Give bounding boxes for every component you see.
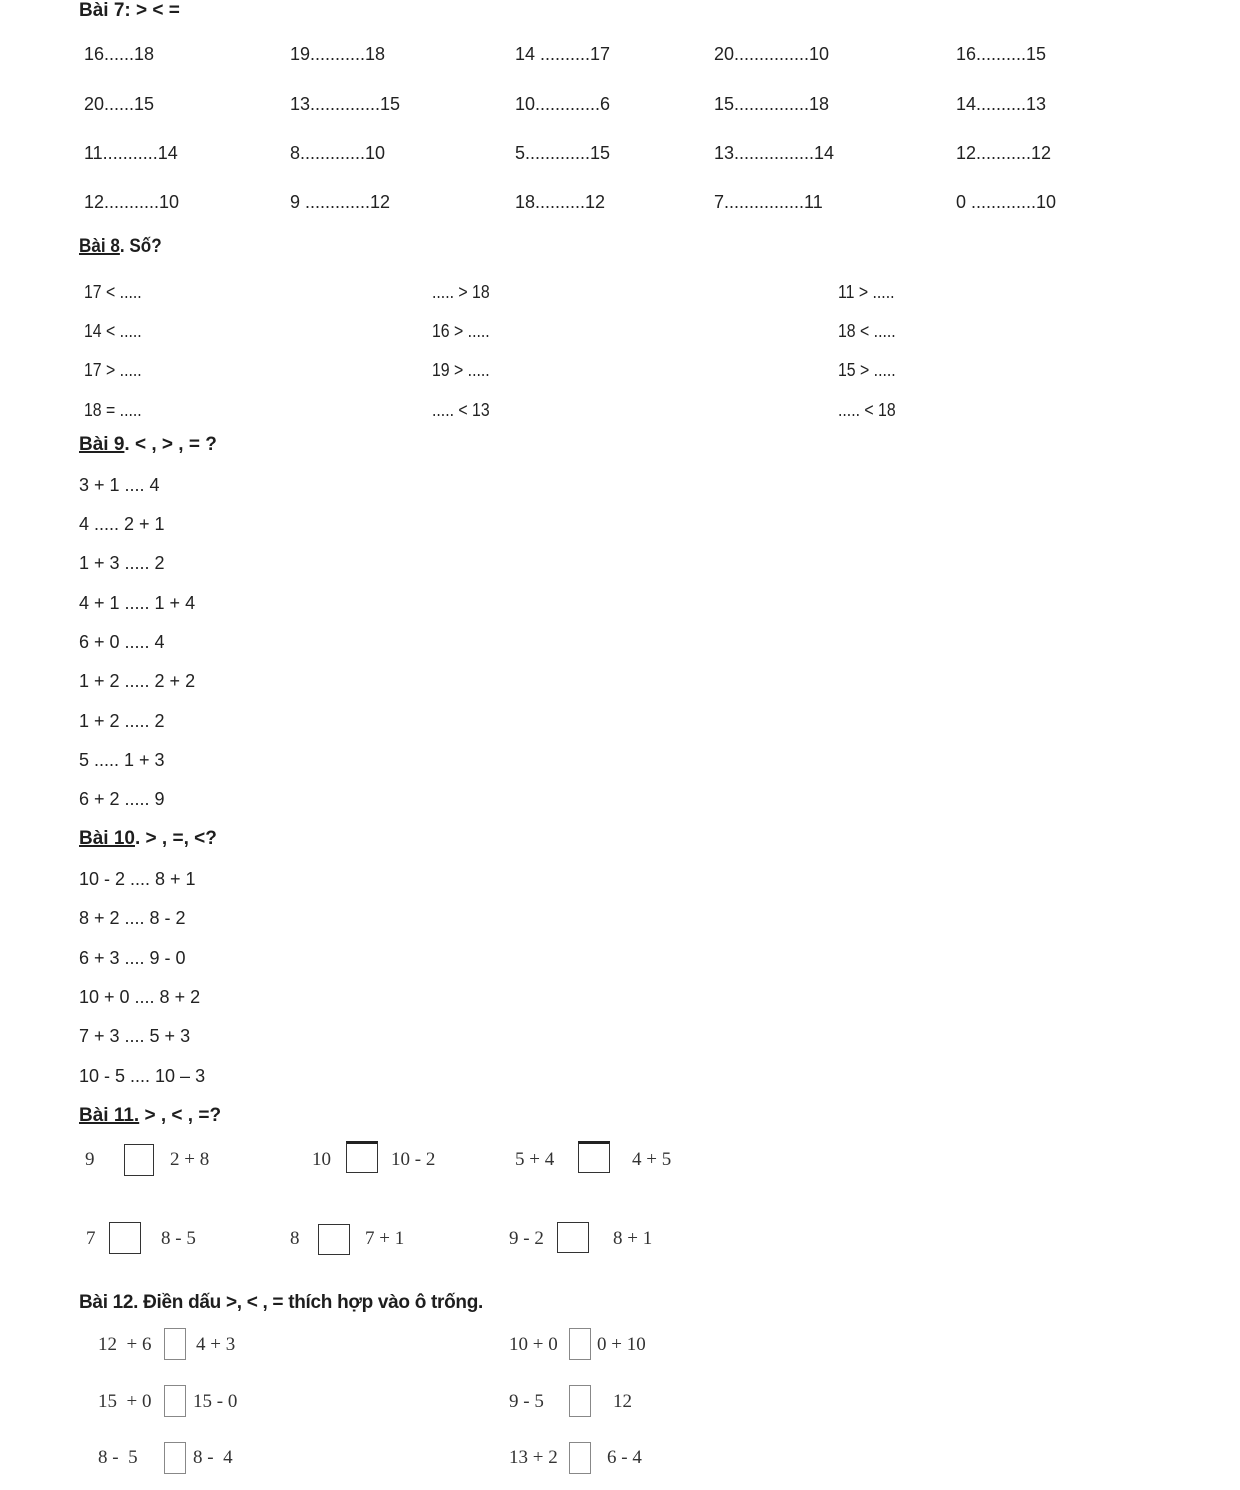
answer-box[interactable] [164, 1442, 186, 1474]
bai10-item: 8 + 2 .... 8 - 2 [79, 908, 186, 928]
bai11-right-expr: 8 - 5 [161, 1228, 196, 1249]
bai12-left-expr: 9 - 5 [509, 1391, 544, 1412]
bai12-left-expr: 13 + 2 [509, 1447, 558, 1468]
answer-box[interactable] [318, 1224, 350, 1255]
answer-box[interactable] [578, 1141, 610, 1173]
bai11-right-expr: 10 - 2 [391, 1149, 436, 1170]
bai8-title [79, 236, 162, 258]
bai7-item: 8.............10 [290, 143, 386, 163]
bai7-item: 5.............15 [515, 143, 611, 163]
answer-box[interactable] [569, 1442, 591, 1474]
bai7-item: 16..........15 [956, 44, 1047, 64]
bai7-item: 13................14 [714, 143, 835, 163]
bai11-title [79, 1105, 221, 1127]
bai9-item: 3 + 1 .... 4 [79, 475, 160, 495]
bai9-item: 1 + 3 ..... 2 [79, 553, 165, 573]
bai12-right-expr: 6 - 4 [607, 1447, 642, 1468]
bai12-right-expr: 8 - 4 [193, 1447, 233, 1468]
bai12-right-expr: 15 - 0 [193, 1391, 238, 1412]
bai8-item: 15 > ..... [838, 360, 896, 380]
bai12-left-expr: 8 - 5 [98, 1447, 138, 1468]
bai10-item: 10 + 0 .... 8 + 2 [79, 987, 201, 1007]
bai10-title-number: Bài 10 [79, 828, 135, 849]
bai7-item: 12...........10 [84, 192, 180, 212]
bai12-title: Bài 12. Điền dấu >, < , = thích hợp vào ô trống. [79, 1292, 483, 1313]
bai8-item: 18 = ..... [84, 400, 142, 420]
bai7-title: Bài 7: > < = [79, 0, 180, 21]
bai9-item: 6 + 0 ..... 4 [79, 632, 165, 652]
bai8-title-number: Bài 8 [79, 236, 120, 257]
bai12-left-expr: 10 + 0 [509, 1334, 558, 1355]
bai12-left-expr: 12 + 6 [98, 1334, 152, 1355]
bai7-item: 11...........14 [84, 143, 178, 163]
bai7-item: 0 .............10 [956, 192, 1057, 212]
bai9-title [79, 434, 217, 456]
bai12-right-expr: 0 + 10 [597, 1334, 646, 1355]
bai7-item: 15...............18 [714, 94, 830, 114]
bai8-item: 17 > ..... [84, 360, 142, 380]
bai7-item: 9 .............12 [290, 192, 391, 212]
bai7-item: 10.............6 [515, 94, 611, 114]
bai12-right-expr: 12 [613, 1391, 632, 1412]
bai8-item: 14 < ..... [84, 321, 142, 341]
bai11-left-expr: 7 [86, 1228, 96, 1249]
bai11-right-expr: 4 + 5 [632, 1149, 672, 1170]
bai8-item: 17 < ..... [84, 282, 142, 302]
bai9-item: 1 + 2 ..... 2 [79, 711, 165, 731]
bai7-item: 13..............15 [290, 94, 401, 114]
bai12-right-expr: 4 + 3 [196, 1334, 236, 1355]
answer-box[interactable] [569, 1385, 591, 1417]
bai11-title-number: Bài 11. [79, 1105, 140, 1126]
answer-box[interactable] [164, 1385, 186, 1417]
bai7-item: 7................11 [714, 192, 823, 212]
answer-box[interactable] [557, 1222, 589, 1253]
bai7-item: 12...........12 [956, 143, 1052, 163]
bai9-item: 5 ..... 1 + 3 [79, 750, 165, 770]
bai11-right-expr: 2 + 8 [170, 1149, 210, 1170]
answer-box[interactable] [124, 1144, 154, 1176]
bai8-item: 19 > ..... [432, 360, 490, 380]
bai11-left-expr: 10 [312, 1149, 331, 1170]
bai11-left-expr: 9 [85, 1149, 95, 1170]
bai8-item: 11 > ..... [838, 282, 895, 302]
bai7-item: 20......15 [84, 94, 155, 114]
bai10-item: 7 + 3 .... 5 + 3 [79, 1026, 191, 1046]
bai11-left-expr: 5 + 4 [515, 1149, 555, 1170]
bai8-item: ..... < 18 [838, 400, 896, 420]
bai8-item: ..... < 13 [432, 400, 490, 420]
bai11-right-expr: 7 + 1 [365, 1228, 405, 1249]
bai9-title-number: Bài 9 [79, 434, 125, 455]
bai7-item: 16......18 [84, 44, 155, 64]
bai9-item: 4 + 1 ..... 1 + 4 [79, 593, 196, 613]
bai10-item: 10 - 2 .... 8 + 1 [79, 869, 196, 889]
bai9-item: 1 + 2 ..... 2 + 2 [79, 671, 196, 691]
bai11-left-expr: 9 - 2 [509, 1228, 544, 1249]
answer-box[interactable] [109, 1222, 141, 1254]
bai9-item: 6 + 2 ..... 9 [79, 789, 165, 809]
bai10-title [79, 828, 217, 850]
bai7-item: 14..........13 [956, 94, 1047, 114]
bai9-title-text: . < , > , = ? [124, 434, 217, 455]
bai12-left-expr: 15 + 0 [98, 1391, 152, 1412]
bai11-title-text: > , < , =? [139, 1105, 222, 1126]
bai8-item: 18 < ..... [838, 321, 896, 341]
bai7-item: 14 ..........17 [515, 44, 611, 64]
bai8-item: 16 > ..... [432, 321, 490, 341]
bai7-item: 20...............10 [714, 44, 830, 64]
answer-box[interactable] [569, 1328, 591, 1360]
bai7-item: 18..........12 [515, 192, 606, 212]
answer-box[interactable] [164, 1328, 186, 1360]
bai10-item: 10 - 5 .... 10 – 3 [79, 1066, 206, 1086]
bai10-item: 6 + 3 .... 9 - 0 [79, 948, 186, 968]
bai11-left-expr: 8 [290, 1228, 300, 1249]
bai10-title-text: . > , =, <? [134, 828, 217, 849]
bai11-right-expr: 8 + 1 [613, 1228, 653, 1249]
answer-box[interactable] [346, 1141, 378, 1173]
bai9-item: 4 ..... 2 + 1 [79, 514, 165, 534]
bai8-title-text: . Số? [119, 236, 162, 257]
bai8-item: ..... > 18 [432, 282, 490, 302]
bai7-item: 19...........18 [290, 44, 386, 64]
